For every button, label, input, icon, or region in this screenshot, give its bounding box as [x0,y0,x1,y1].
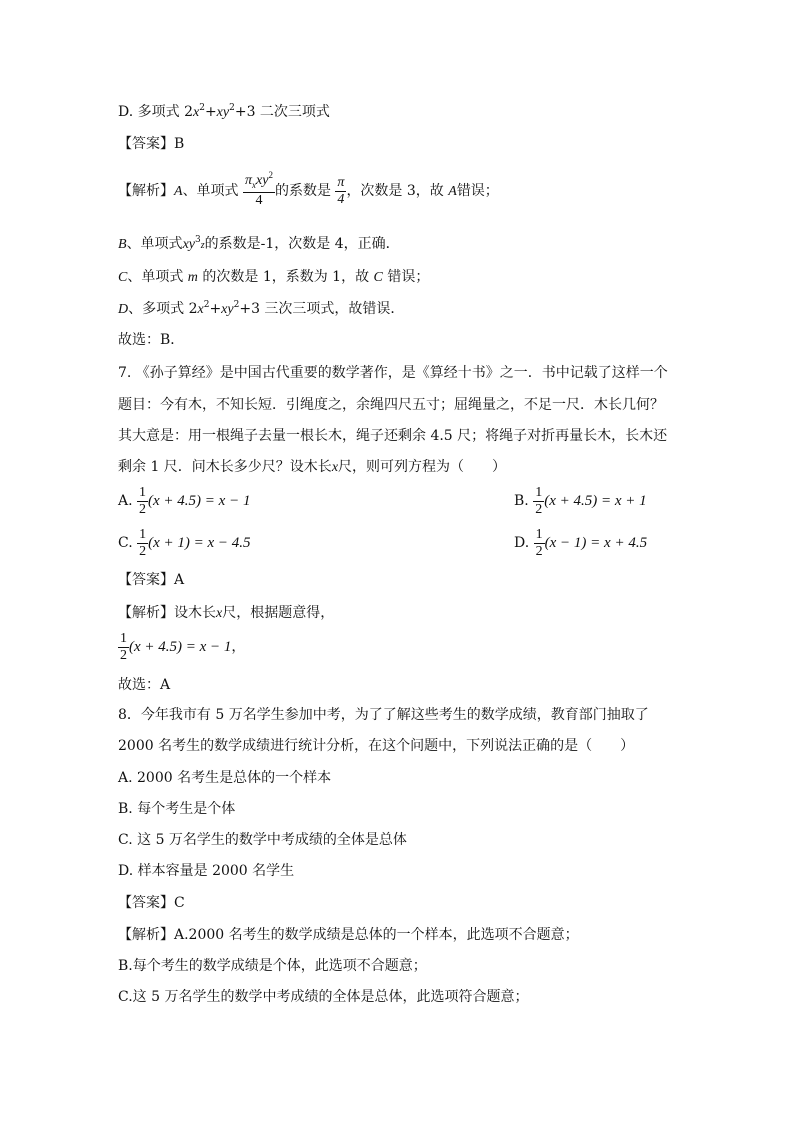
choose-2: 故选：A [118,677,171,693]
answer-3: 【答案】C [118,895,185,911]
answer-1: 【答案】B [118,136,185,152]
q8-option-b: B. 每个考生是个体 [118,801,236,817]
q8-option-a: A. 2000 名考生是总体的一个样本 [118,770,332,786]
q8-line-2: 2000 名考生的数学成绩进行统计分析，在这个问题中，下列说法正确的是（ ） [118,738,635,754]
explanation-b: B、单项式$xy^3z$的系数是-1，次数是 4，正确． [118,235,400,252]
explanation-d: D、多项式 $2x^2+xy^2+3$ 三次三项式，故错误． [118,300,405,317]
q8-line-1: 8．今年我市有 5 万名学生参加中考，为了了解这些考生的数学成绩，教育部门抽取了 [118,707,649,723]
q8-option-d: D. 样本容量是 2000 名学生 [118,863,295,879]
q7-equation: $\frac{1}{2}$ (x + 4.5) = x − 1， [120,630,246,663]
choose-1: 故选：B． [118,332,185,348]
fraction-pi-over-4: $\frac{\pi}{4}$ [337,174,345,207]
option-d-prev: D. 多项式 $2x^2+xy^2+3$ 二次三项式 [118,103,330,120]
q7-line-1: 7. 《孙子算经》是中国古代重要的数学著作，是《算经十书》之一．书中记载了这样一个 [118,365,668,381]
q7-line-2: 题目：今有木，不知长短．引绳度之，余绳四尺五寸；屈绳量之，不足一尺．木长几何？ [118,397,664,413]
q8-explanation-2: B.每个考生的数学成绩是个体，此选项不合题意； [118,958,427,974]
q7-line-4: 剩余 1 尺．问木长多少尺？设木长x尺，则可列方程为（ ） [118,459,507,475]
q8-explanation-3: C.这 5 万名学生的数学中考成绩的全体是总体，此选项符合题意； [118,989,529,1005]
q8-explanation-1: 【解析】A.2000 名考生的数学成绩是总体的一个样本，此选项不合题意； [118,927,579,943]
q7-option-c: C. $\frac{1}{2}$ (x + 1) = x − 4.5 [118,526,251,559]
answer-2: 【答案】A [118,572,185,588]
q7-line-3: 其大意是：用一根绳子去量一根长木，绳子还剩余 4.5 尺；将绳子对折再量长木，长木还 [118,428,668,444]
explanation-c: C、单项式 m 的次数是 1，系数为 1，故 C 错误； [118,269,430,285]
q8-option-c: C. 这 5 万名学生的数学中考成绩的全体是总体 [118,832,407,848]
q7-option-b: B. $\frac{1}{2}$ (x + 4.5) = x + 1 [514,484,647,517]
q7-option-d: D. $\frac{1}{2}$ (x − 1) = x + 4.5 [514,526,648,559]
explanation-a: 【解析】A、单项式 $\frac{\pi_xxy^2}{4}$ 的系数是 $\frac{\pi}{4}$ ，次数是 3，故 A错误； [118,169,499,209]
q7-option-a: A. $\frac{1}{2}$ (x + 4.5) = x − 1 [118,484,251,517]
fraction-monomial: $\frac{\pi_xxy^2}{4}$ [245,169,273,209]
q7-explanation-1: 【解析】设木长x尺，根据题意得， [118,605,335,621]
